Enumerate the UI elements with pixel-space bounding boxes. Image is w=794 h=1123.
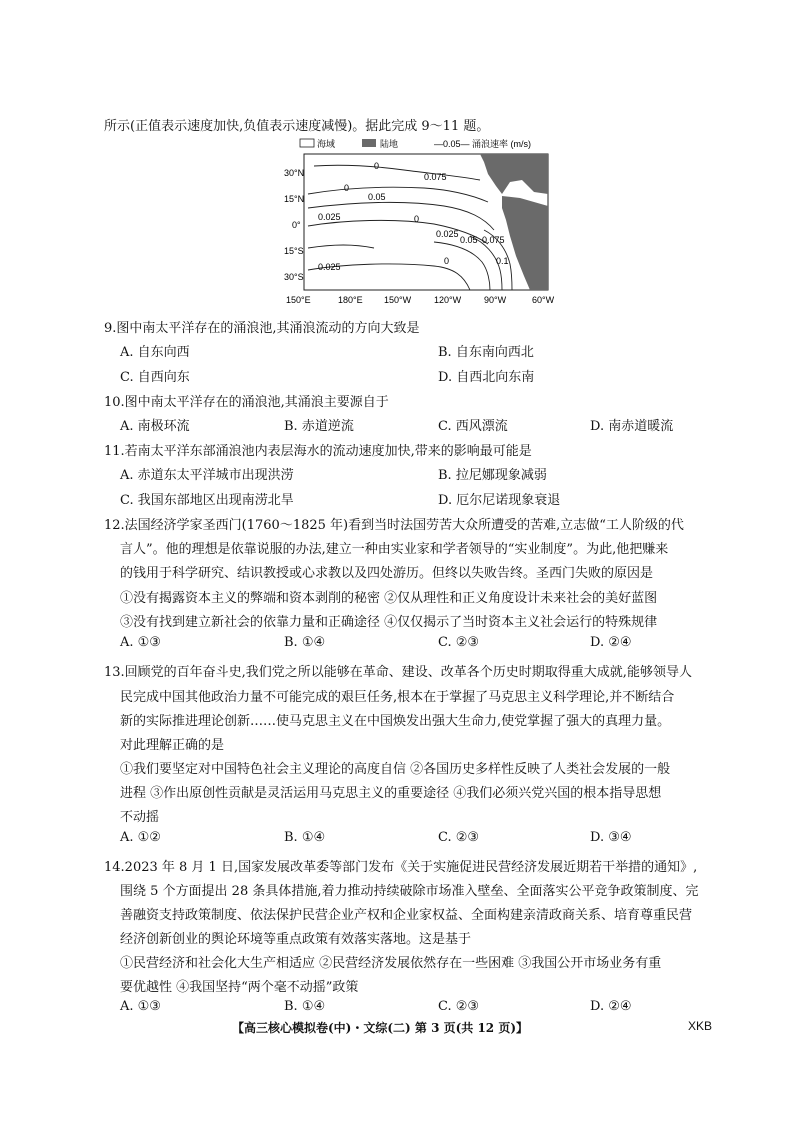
isoline-label: 0.05	[368, 192, 386, 202]
map-svg	[284, 136, 556, 308]
q13-line: ①我们要坚定对中国特色社会主义理论的高度自信 ②各国历史多样性反映了人类社会发展的一般	[120, 762, 671, 777]
q9-option-b[interactable]: B. 自东南向西北	[438, 345, 534, 360]
lon-label: 150°W	[384, 295, 412, 305]
q12-line: ③没有找到建立新社会的依靠力量和正确途径 ④仅仅揭示了当时资本主义社会运行的特殊规律	[120, 615, 658, 630]
legend-sea-label: 海域	[317, 139, 336, 149]
q13-option-d[interactable]: D. ③④	[590, 830, 632, 845]
q9-option-d[interactable]: D. 自西北向东南	[438, 370, 535, 385]
isoline-label: 0.1	[496, 256, 509, 266]
q14-option-c[interactable]: C. ②③	[438, 999, 480, 1014]
legend-sea-swatch	[300, 139, 314, 147]
isoline-label: 0.025	[318, 212, 341, 222]
q11-option-d[interactable]: D. 厄尔尼诺现象衰退	[438, 493, 561, 508]
lat-label: 15°N	[284, 194, 305, 204]
q14-line: 要优越性 ④我国坚持“两个毫不动摇”政策	[120, 980, 359, 995]
isoline-label: 0.025	[318, 262, 341, 272]
lon-label: 120°W	[434, 295, 462, 305]
q12-option-a[interactable]: A. ①③	[120, 635, 161, 650]
q13-option-a[interactable]: A. ①②	[120, 830, 161, 845]
q12-line: 12.法国经济学家圣西门(1760～1825 年)看到当时法国劳苦大众所遭受的苦难,立志做“工人阶级的代	[104, 518, 684, 533]
q13-line: 13.回顾党的百年奋斗史,我们党之所以能够在革命、建设、改革各个历史时期取得重大成就,能够领导人	[104, 665, 692, 680]
q10-option-b[interactable]: B. 赤道逆流	[284, 419, 354, 434]
isoline-label: 0.025	[436, 229, 459, 239]
lat-label: 15°S	[284, 246, 304, 256]
legend-land-swatch	[362, 139, 376, 147]
q10-stem: 10.图中南太平洋存在的涌浪池,其涌浪主要源自于	[104, 395, 389, 410]
q12-line: ①没有揭露资本主义的弊端和资本剥削的秘密 ②仅从理性和正义角度设计未来社会的美好蓝图	[120, 591, 658, 606]
q12-line: 的钱用于科学研究、结识教授或心求教以及四处游历。但终以失败告终。圣西门失败的原因是	[120, 566, 654, 581]
isoline-label: 0	[344, 183, 350, 193]
q14-line: 经济创新创业的舆论环境等重点政策有效落实落地。这是基于	[120, 932, 472, 947]
q9-option-c[interactable]: C. 自西向东	[120, 370, 190, 385]
q14-line: 14.2023 年 8 月 1 日,国家发展改革委等部门发布《关于实施促进民营经济发展近期若干举措的通知》,	[104, 860, 698, 875]
q10-option-a[interactable]: A. 南极环流	[120, 419, 190, 434]
isoline-label: 0	[414, 214, 420, 224]
q11-option-b[interactable]: B. 拉尼娜现象减弱	[438, 468, 547, 483]
q14-option-b[interactable]: B. ①④	[284, 999, 326, 1014]
q12-option-c[interactable]: C. ②③	[438, 635, 480, 650]
isoline-label: 0.075	[482, 235, 505, 245]
intro-line: 所示(正值表示速度加快,负值表示速度减慢)。据此完成 9～11 题。	[104, 119, 490, 134]
lat-label: 30°S	[284, 272, 304, 282]
q10-option-c[interactable]: C. 西风漂流	[438, 419, 508, 434]
q11-stem: 11.若南太平洋东部涌浪池内表层海水的流动速度加快,带来的影响最可能是	[104, 444, 532, 459]
q13-line: 民完成中国其他政治力量不可能完成的艰巨任务,根本在于掌握了马克思主义科学理论,并不断结合	[120, 690, 675, 705]
isoline-label: 0.075	[424, 172, 447, 182]
q10-option-d[interactable]: D. 南赤道暖流	[590, 419, 674, 434]
lat-label: 30°N	[284, 168, 305, 178]
q11-option-a[interactable]: A. 赤道东太平洋城市出现洪涝	[120, 468, 294, 483]
q14-line: 善融资支持政策制度、依法保护民营企业产权和企业家权益、全面构建亲清政商关系、培育尊重民营	[120, 908, 693, 923]
ocean-swell-map	[284, 136, 556, 308]
q14-line: 围绕 5 个方面提出 28 条具体措施,着力推动持续破除市场准入壁垒、全面落实公平竞争政策制度、完	[120, 884, 699, 899]
q9-stem: 9.图中南太平洋存在的涌浪池,其涌浪流动的方向大致是	[104, 321, 420, 336]
q13-line: 对此理解正确的是	[120, 738, 225, 753]
q11-option-c[interactable]: C. 我国东部地区出现南涝北旱	[120, 493, 294, 508]
isoline-label: 0	[374, 161, 380, 171]
footer-code: XKB	[688, 1019, 713, 1033]
page-footer: 【高三核心模拟卷(中)・文综(二) 第 3 页(共 12 页)】	[232, 1021, 529, 1035]
q13-line: 不动摇	[120, 810, 160, 825]
longitude-labels	[286, 295, 555, 305]
isoline-label: 0.05	[460, 235, 478, 245]
q12-line: 言人”。他的理想是依靠说服的办法,建立一种由实业家和学者领导的“实业制度”。为此,他把赚来	[120, 542, 669, 557]
legend-land-label: 陆地	[380, 139, 399, 149]
lat-label: 0°	[292, 220, 301, 230]
lon-label: 90°W	[484, 295, 507, 305]
q13-option-b[interactable]: B. ①④	[284, 830, 326, 845]
q12-option-b[interactable]: B. ①④	[284, 635, 326, 650]
lon-label: 60°W	[532, 295, 555, 305]
q13-line: 进程 ③作出原创性贡献是灵活运用马克思主义的重要途径 ④我们必须兴党兴国的根本指导思想	[120, 786, 662, 801]
q12-option-d[interactable]: D. ②④	[590, 635, 632, 650]
q14-option-a[interactable]: A. ①③	[120, 999, 161, 1014]
q9-option-a[interactable]: A. 自东向西	[120, 345, 190, 360]
lon-label: 150°E	[286, 295, 311, 305]
q13-option-c[interactable]: C. ②③	[438, 830, 480, 845]
isoline-label: 0	[444, 256, 450, 266]
latitude-labels	[284, 168, 304, 282]
legend-isoline-label: —0.05— 涌浪速率 (m/s)	[434, 139, 532, 149]
q14-line: ①民营经济和社会化大生产相适应 ②民营经济发展依然存在一些困难 ③我国公开市场业务有重	[120, 956, 662, 971]
q14-option-d[interactable]: D. ②④	[590, 999, 632, 1014]
lon-label: 180°E	[338, 295, 363, 305]
q13-line: 新的实际推进理论创新……使马克思主义在中国焕发出强大生命力,使党掌握了强大的真理力量。	[120, 714, 671, 729]
